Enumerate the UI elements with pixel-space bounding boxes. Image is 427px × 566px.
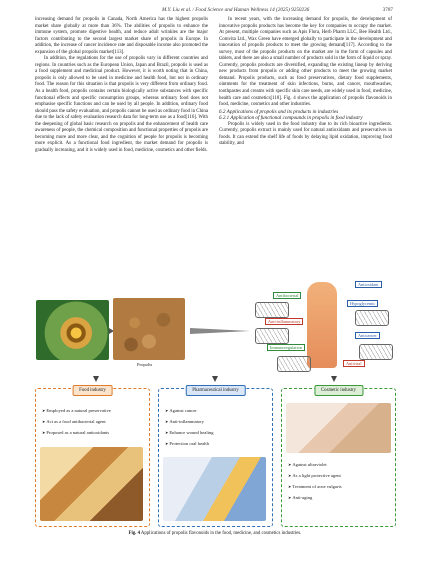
figure-caption	[35, 531, 395, 536]
list-item: ➤ Employed as a natural preservative	[42, 405, 111, 416]
human-body-icon	[307, 282, 337, 368]
figure-4	[35, 262, 395, 536]
molecule-structure-icon	[255, 328, 289, 344]
paragraph: In recent years, with the increasing demand for propolis, the development of innovative propolis products has become the key for companies to occupy the market. At present, multiple companies such as Apis Flora, Herb Pharm LLC, Bee Health Ltd., Comvita Ltd., Wax Green have emerged globally to participate in the development and innovation of propolis products to meet the growing demand[117]. According to the survey, most of the propolis products on the market are in the form of capsules and tablets, and there are also a small number of products sold in the form of liquid or spray. Currently, propolis products are diversified, expanding the existing lineup by deriving new products from propolis or adding other products to meet the growing market demand. Propolis products, such as food preservatives, dietary food supplements, ointments for the treatment of skin infections, burns, and cancer, mouthwashes, toothpastes and creams with specific skin care needs, are widely used in food, medicine, health care and cosmetics[118]. Fig. 4 shows the application of propolis flavonoids in food, medicine, cosmetics and other industries.	[219, 17, 392, 108]
list-item: ➤ Protection oral health	[165, 438, 214, 449]
activity-tag: Hypoglycemic	[347, 300, 378, 307]
molecule-structure-icon	[277, 356, 311, 372]
list-item: ➤ Enhance wound healing	[165, 427, 214, 438]
molecule-structure-icon	[255, 302, 289, 318]
molecule-structure-icon	[355, 310, 389, 326]
panel-list	[288, 459, 342, 503]
panel-list	[42, 405, 111, 438]
left-column	[35, 17, 208, 154]
panel-title: Pharmaceutical industry	[185, 385, 246, 396]
molecule-structure-icon	[359, 344, 393, 360]
list-item: ➤ Treatment of acne vulgaris	[288, 481, 342, 492]
list-item: ➤ Anti-aging	[288, 492, 342, 503]
activity-tag: Anti-inflammatory	[265, 318, 303, 325]
section-title: 6.2 Applications of propolis and its products in industries	[219, 108, 339, 115]
panel-pharmaceutical-industry	[158, 388, 273, 527]
activity-tag: Antibacterial	[273, 292, 301, 299]
activity-tag: Anticancer	[355, 332, 380, 339]
right-column	[219, 17, 392, 148]
caption-label: Fig. 4	[128, 531, 140, 536]
activity-tag: Antioxidant	[355, 281, 382, 288]
page-number: 3787	[382, 7, 393, 13]
subsection-title: 6.2.1 Application of functional compounds in propolis in food industry	[219, 115, 363, 122]
panel-cosmetic-industry	[281, 388, 396, 527]
medicine-photo	[163, 457, 266, 521]
journal-citation: M.Y. Liu et al. / Food Science and Human Wellness 14 (2025) 9250236	[162, 7, 310, 13]
arrow-down-icon	[93, 376, 99, 382]
panel-food-industry	[35, 388, 150, 527]
cosmetic-photo	[286, 403, 391, 453]
list-item: ➤ Anti-inflammatory	[165, 416, 214, 427]
paragraph: In addition, the regulations for the use of propolis vary in different countries and regions. In countries such as the European Union, Japan and Brazil, propolis is used as a food supplement and medicinal product. However, it is worth noting that in China, propolis is only allowed to be used in medicine and health food, but not in ordinary food. The reason for this situation is that propolis is very different from ordinary food. As a health food, propolis contains certain biologically active substances with specific functional effects and specific consumption groups, whereas ordinary food does not emphasise specific functions and can be used by all people. In addition, ordinary food should pass the safety evaluation, and propolis cannot be used as ordinary food in China due to the lack of safety evaluation research data for long-term use as a food[116]. With the deepening of global basic research on propolis and the enhancement of health care awareness of people, the chemical composition and functional properties of propolis are becoming more and more clear, and the cognition of people for propolis is becoming more explicit. As a functional food ingredient, the market demand for propolis is gradually increasing, and it is widely used in food, medicine, cosmetics and other fields.	[35, 56, 208, 153]
propolis-label: Propolis	[137, 362, 153, 367]
caption-text: Applications of propolis flavonoids in the food, medicine, and cosmetics industries.	[140, 531, 302, 536]
arrow-down-icon	[212, 376, 218, 382]
arrows-row	[75, 372, 355, 384]
list-item: ➤ Proposed as a natural antioxidants	[42, 427, 111, 438]
bee-photo	[36, 300, 109, 360]
arrow-icon	[190, 328, 250, 334]
panel-list	[165, 405, 214, 449]
list-item: ➤ Against ultraviolet	[288, 459, 342, 470]
list-item: ➤ Act as a food antibacterial agent	[42, 416, 111, 427]
activity-tag: Antiviral	[343, 360, 365, 367]
propolis-photo	[113, 298, 185, 360]
list-item: ➤ As a light protective agent	[288, 470, 342, 481]
paragraph: Propolis is widely used in the food industry due to its rich bioactive ingredients. Currently, propolis extract is mainly used for natural antioxidants and preservatives in foods. It can extend the shelf life of foods by delaying lipid oxidation, improving food stability, and	[219, 121, 392, 147]
panel-title: Food industry	[72, 385, 113, 396]
arrow-down-icon	[331, 376, 337, 382]
activity-tag: Immunoregulation	[267, 344, 305, 351]
paragraph: increasing demand for propolis in Canada, North America has the highest propolis market share globally at more than 36%. The abilities of propolis to enhance the immune system, promote digestive health, and reduce adult wrinkles are the major factors contributing to the second largest market share of propolis in Europe. In addition, the increase of cancer incidence rate and disposable income also promoted the expansion of the global propolis market[113].	[35, 17, 208, 55]
panel-title: Cosmetic industry	[314, 385, 363, 396]
food-photo	[40, 447, 143, 521]
activity-diagram	[255, 278, 395, 370]
list-item: ➤ Against cancer	[165, 405, 214, 416]
